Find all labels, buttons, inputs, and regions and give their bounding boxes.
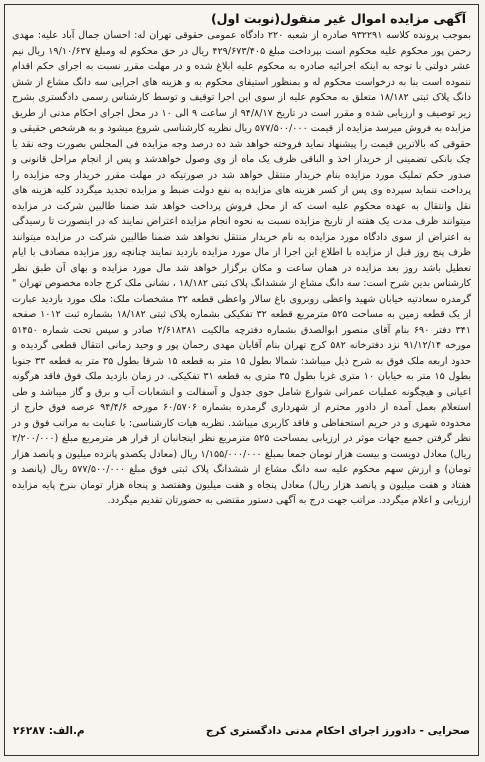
notice-footer bbox=[5, 721, 478, 741]
reference-number: م.الف: ۲۶۲۸۷ bbox=[13, 725, 85, 737]
signature-line: صحرایی - دادورز اجرای احکام مدنی دادگستری کرج bbox=[205, 725, 470, 737]
notice-body: بموجب پرونده کلاسه ۹۳۲۲۹۱ صادره از شعبه ۲۲۰ دادگاه عمومی حقوقی تهران له: احسان جمال آباد علیه: مهدی رحمن پور محکوم علیه محکوم است بپرداخت مبلغ ۴۲۹/۶۷۳/۴۰۵ ریال در حق محکوم له ومبلغ ۱۹/۱۰/۶۳۷ ریال نیم عشر دولتی با توجه به اینکه اجرائیه صادره به محکوم علیه ابلاغ شده و در مهلت مقرر نسبت به اجرای حکم اقدام ننموده است بنا به درخواست محکوم له و بمنظور استیفای محکوم به و هزینه های اجرایی سه دانگ مشاع از شش دانگ پلاک ثبتی ۱۸/۱۸۲ متعلق به محکوم علیه از سوی این اجرا توقیف و توسط کارشناس رسمی دادگستری بشرح زیر توصیف و ارزیابی شده و مقرر است در تاریخ ۹۴/۸/۱۷ از ساعت ۹ الی ۱۰ در محل اجرای احکام مدنی از طریق مزایده به فروش میرسد مزایده از قیمت ۵۷۷/۵۰۰/۰۰۰ ریال نظریه کارشناسی شروع میشود و به هرشخص حقیقی و حقوقی که بالاترین قیمت را پیشنهاد نماید فروخته خواهد شد ده درصد وجه مزایده فی المجلس بصورت وجه نقد یا چک بانکی تضمینی از خریدار اخذ و الباقی ظرف یک ماه از وی وصول خواهدشد و پس از انجام مراحل قانونی و صدور حکم تملیک مورد مزایده بنام خریدار منتقل خواهد شد در صورتیکه در مهلت مقرر خریدار وجه مزایده را پرداخت ننماید سپرده وی پس از کسر هزینه های مزایده به نفع دولت ضبط و مزایده تجدید میگردد کلیه هزینه های نقل وانتقال به عهده محکوم علیه است که از محل فروش پرداخت خواهد شد ضمنا طالبین شرکت در مزایده میتوانند ظرف مدت یک هفته از تاریخ مزایده نسبت به نحوه انجام مزایده اعتراض نمایند که در اینصورت تا رسیدگی به اعتراض از سوی دادگاه مورد مزایده به نام خریدار منتقل نخواهد شد ضمنا طالبین شرکت در مزایده میتوانند ظرف پنج روز قبل از مزایده با اطلاع این اجرا از مال مورد مزایده بازدید نمایند چنانچه روز مزایده مصادف با ایام تعطیل باشد روز بعد مزایده در همان ساعت و مکان برگزار خواهد شد مال مورد مزایده و بهای آن طبق نظر کارشناس بدین شرح است: سه دانگ مشاع از ششدانگ پلاک ثبتی ۱۸/۱۸۲ ، نشانی ملک کرج جاده مخصوص تهران " گرمدره سعادتیه خیابان شهید واعظی روبروی باغ سالار واعظی قطعه ۳۲ مشخصات ملک: ملک مورد بازدید عبارت از یک قطعه زمین به مساحت ۵۲۵ مترمربع قطعه ۳۲ تفکیکی بشماره پلاک ثبتی ۱۸/۱۸۲ بشماره ثبت ۱۰۱۲ صفحه ۳۴۱ دفتر ۶۹۰ بنام آقای منصور ابوالصدق بشماره دفترچه مالکیت ۲/۶۱۸۳۸۱ صادر و سپس تحت شماره ۵۱۴۵۰ مورخه ۹۱/۱۲/۱۴ نزد دفترخانه ۵۸۲ کرج تهران بنام آقایان مهدی رحمان پور و وحید زمانی انتقال قطعی گردیده و حدود اربعه ملک فوق به شرح ذیل میباشد: شمالا بطول ۱۵ متر به قطعه ۱۵ شرقا بطول ۳۵ متر به قطعه ۳۳ جنوبا بطول ۱۵ متر به خیابان ۱۰ متری غربا بطول ۳۵ متری به قطعه ۳۱ تفکیکی. در زمان بازدید ملک فوق فاقد هرگونه اعیانی و هیچگونه عملیات عمرانی شوارع شامل جوی جدول و آسفالت و انشعابات آب و برق و گاز میباشد و طی استعلام بعمل آمده از دادور محترم از شهرداری گرمدره بشماره ۶۰/۵۷۰۶ مورخه ۹۴/۴/۶ عرصه فوق خارج از محدوده شهری و در حریم استحفاظی و فاقد کاربری میباشد. نظریه هیات کارشناسی: با عنایت به مراتب فوق و در نظر گرفتن جمیع جهات موثر در ارزیابی بمساحت ۵۲۵ مترمربع نظر اینجانبان از قرار هر مترمربع مبلغ (۲/۲۰۰/۰۰۰ ریال) معادل دویست و بیست هزار تومان جمعا بمبلغ ۱/۱۵۵/۰۰۰/۰۰۰ ریال (معادل یکصدو پانزده میلیون و پانصد هزار تومان) و ارزش سهم محکوم علیه سه دانگ مشاع از ششدانگ پلاک ثبتی فوق مبلغ ۵۷۷/۵۰۰/۰۰۰ ریال (پانصد و هفتاد و هفت میلیون و پانصد هزار ریال) معادل پنجاه و هفت میلیون وهفتصد و پنجاه هزار تومان بنرخ پایه مزایده ارزیابی و اعلام میگردد. مراتب جهت درج به آگهی دستور مقتضی به حضورتان تقدیم میگردد. bbox=[12, 30, 472, 506]
auction-notice bbox=[4, 4, 479, 756]
notice-title: آگهی مزایده اموال غیر منقول(نوبت اول) bbox=[210, 11, 466, 26]
